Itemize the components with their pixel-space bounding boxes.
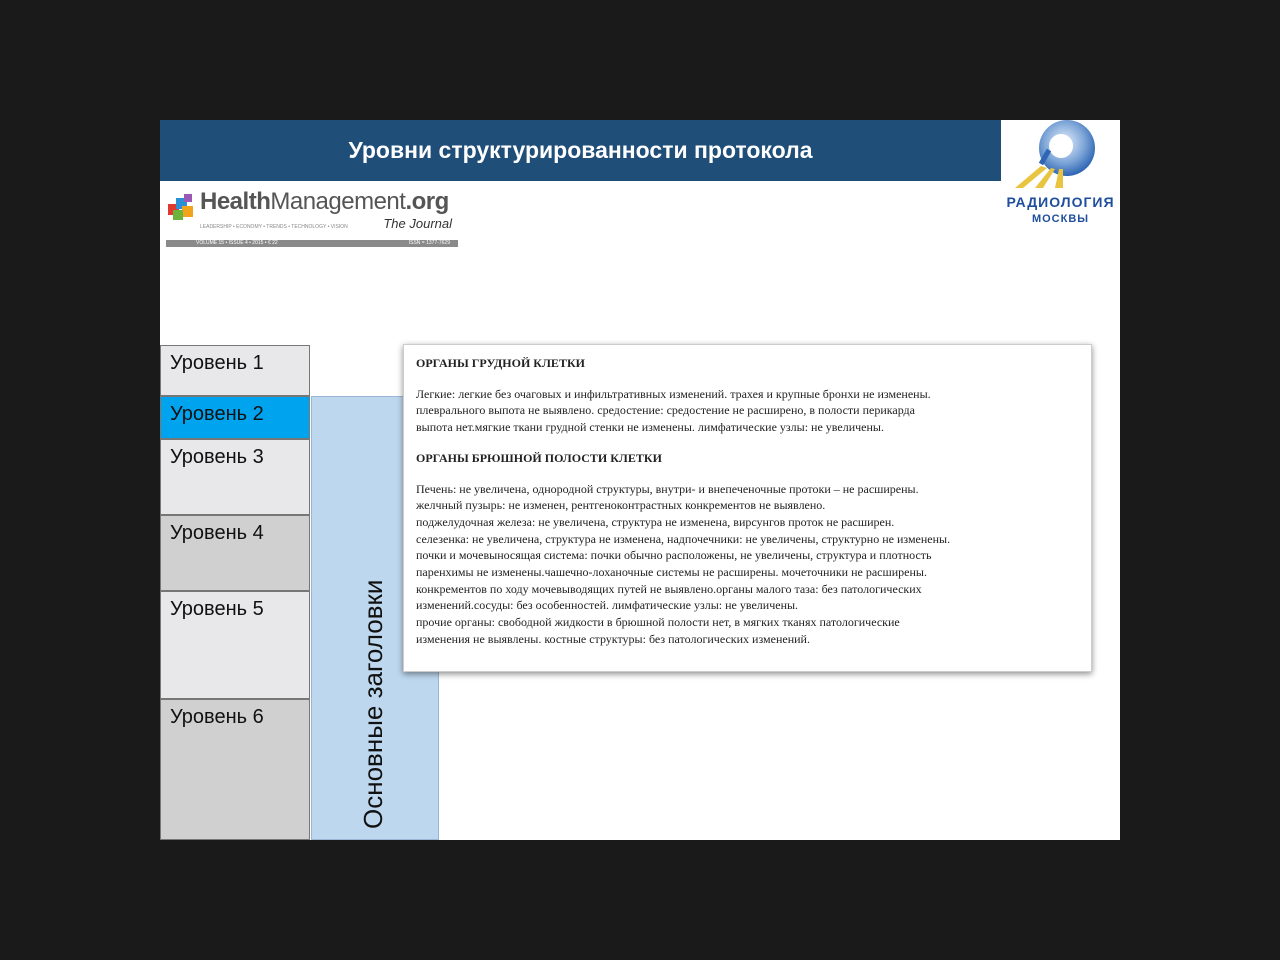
doc-heading-abdomen: ОРГАНЫ БРЮШНОЙ ПОЛОСТИ КЛЕТКИ xyxy=(416,450,662,465)
radiology-logo-icon xyxy=(1001,120,1120,192)
doc-line: Печень: не увеличена, однородной структуры, внутри- и внепеченочные протоки – не расширены. xyxy=(416,481,919,496)
healthmanagement-wordmark xyxy=(200,188,449,216)
doc-paragraph-chest xyxy=(416,386,1079,436)
hm-tagline: LEADERSHIP • ECONOMY • TRENDS • TECHNOLOGY • VISION xyxy=(200,224,348,230)
title-bar xyxy=(160,120,1001,181)
doc-line: желчный пузырь: не изменен, рентгеноконтрастных конкрементов не выявлено. xyxy=(416,498,826,513)
doc-line: Легкие: легкие без очаговых и инфильтративных изменений. трахея и крупные бронхи не изменены. xyxy=(416,386,931,401)
doc-line: селезенка: не увеличена, структура не изменена, надпочечники: не увеличены, структурно не изменены. xyxy=(416,531,951,546)
healthmanagement-logo xyxy=(166,186,458,248)
radiology-moscow-logo xyxy=(1001,120,1120,230)
doc-line: конкрементов по ходу мочевыводящих путей не выявлено.органы малого таза: без патологических xyxy=(416,581,922,596)
level-5: Уровень 5 xyxy=(160,591,310,699)
report-document xyxy=(403,344,1092,672)
doc-line: плеврального выпота не выявлено. средостение: средостение не расширено, в полости перикарда xyxy=(416,403,915,418)
level-6: Уровень 6 xyxy=(160,699,310,840)
hm-management: Management xyxy=(270,188,406,215)
level-1: Уровень 1 xyxy=(160,345,310,396)
doc-line: изменений.сосуды: без особенностей. лимфатические узлы: не увеличены. xyxy=(416,598,799,613)
doc-heading-chest: ОРГАНЫ ГРУДНОЙ КЛЕТКИ xyxy=(416,356,585,370)
main-headings-label: Основные заголовки xyxy=(358,579,388,829)
slide-title: Уровни структурированности протокола xyxy=(348,137,813,163)
doc-line: выпота нет.мягкие ткани грудной стенки не изменены. лимфатические узлы: не увеличены. xyxy=(416,420,884,435)
doc-line: поджелудочная железа: не увеличена, структура не изменена, вирсунгов проток не расширен. xyxy=(416,514,895,529)
level-4: Уровень 4 xyxy=(160,515,310,591)
doc-line: изменения не выявлены. костные структуры: без патологических изменений. xyxy=(416,631,810,646)
hm-volume: VOLUME 15 • ISSUE 4 • 2015 • € 22 xyxy=(196,240,278,246)
level-2: Уровень 2 xyxy=(160,396,310,439)
hm-org: .org xyxy=(405,188,449,215)
doc-line: паренхимы не изменены.чашечно-лоханочные системы не расширены. мочеточники не расширены. xyxy=(416,565,927,580)
doc-line: прочие органы: свободной жидкости в брюшной полости нет, в мягких тканях патологические xyxy=(416,615,900,630)
radiology-logo-line1: РАДИОЛОГИЯ xyxy=(1006,194,1115,210)
level-3: Уровень 3 xyxy=(160,439,310,515)
hm-info-strip xyxy=(166,240,458,247)
hm-issn: ISSN = 1377-7629 xyxy=(408,240,450,246)
doc-paragraph-abdomen xyxy=(416,481,1079,648)
radiology-logo-line2: МОСКВЫ xyxy=(1031,213,1090,225)
hm-health: Health xyxy=(200,188,271,215)
hm-journal: The Journal xyxy=(383,216,452,231)
presentation-slide xyxy=(160,120,1120,840)
cubes-icon xyxy=(166,192,198,224)
doc-line: почки и мочевыносящая система: почки обычно расположены, не увеличены, структура и плотность xyxy=(416,548,932,563)
